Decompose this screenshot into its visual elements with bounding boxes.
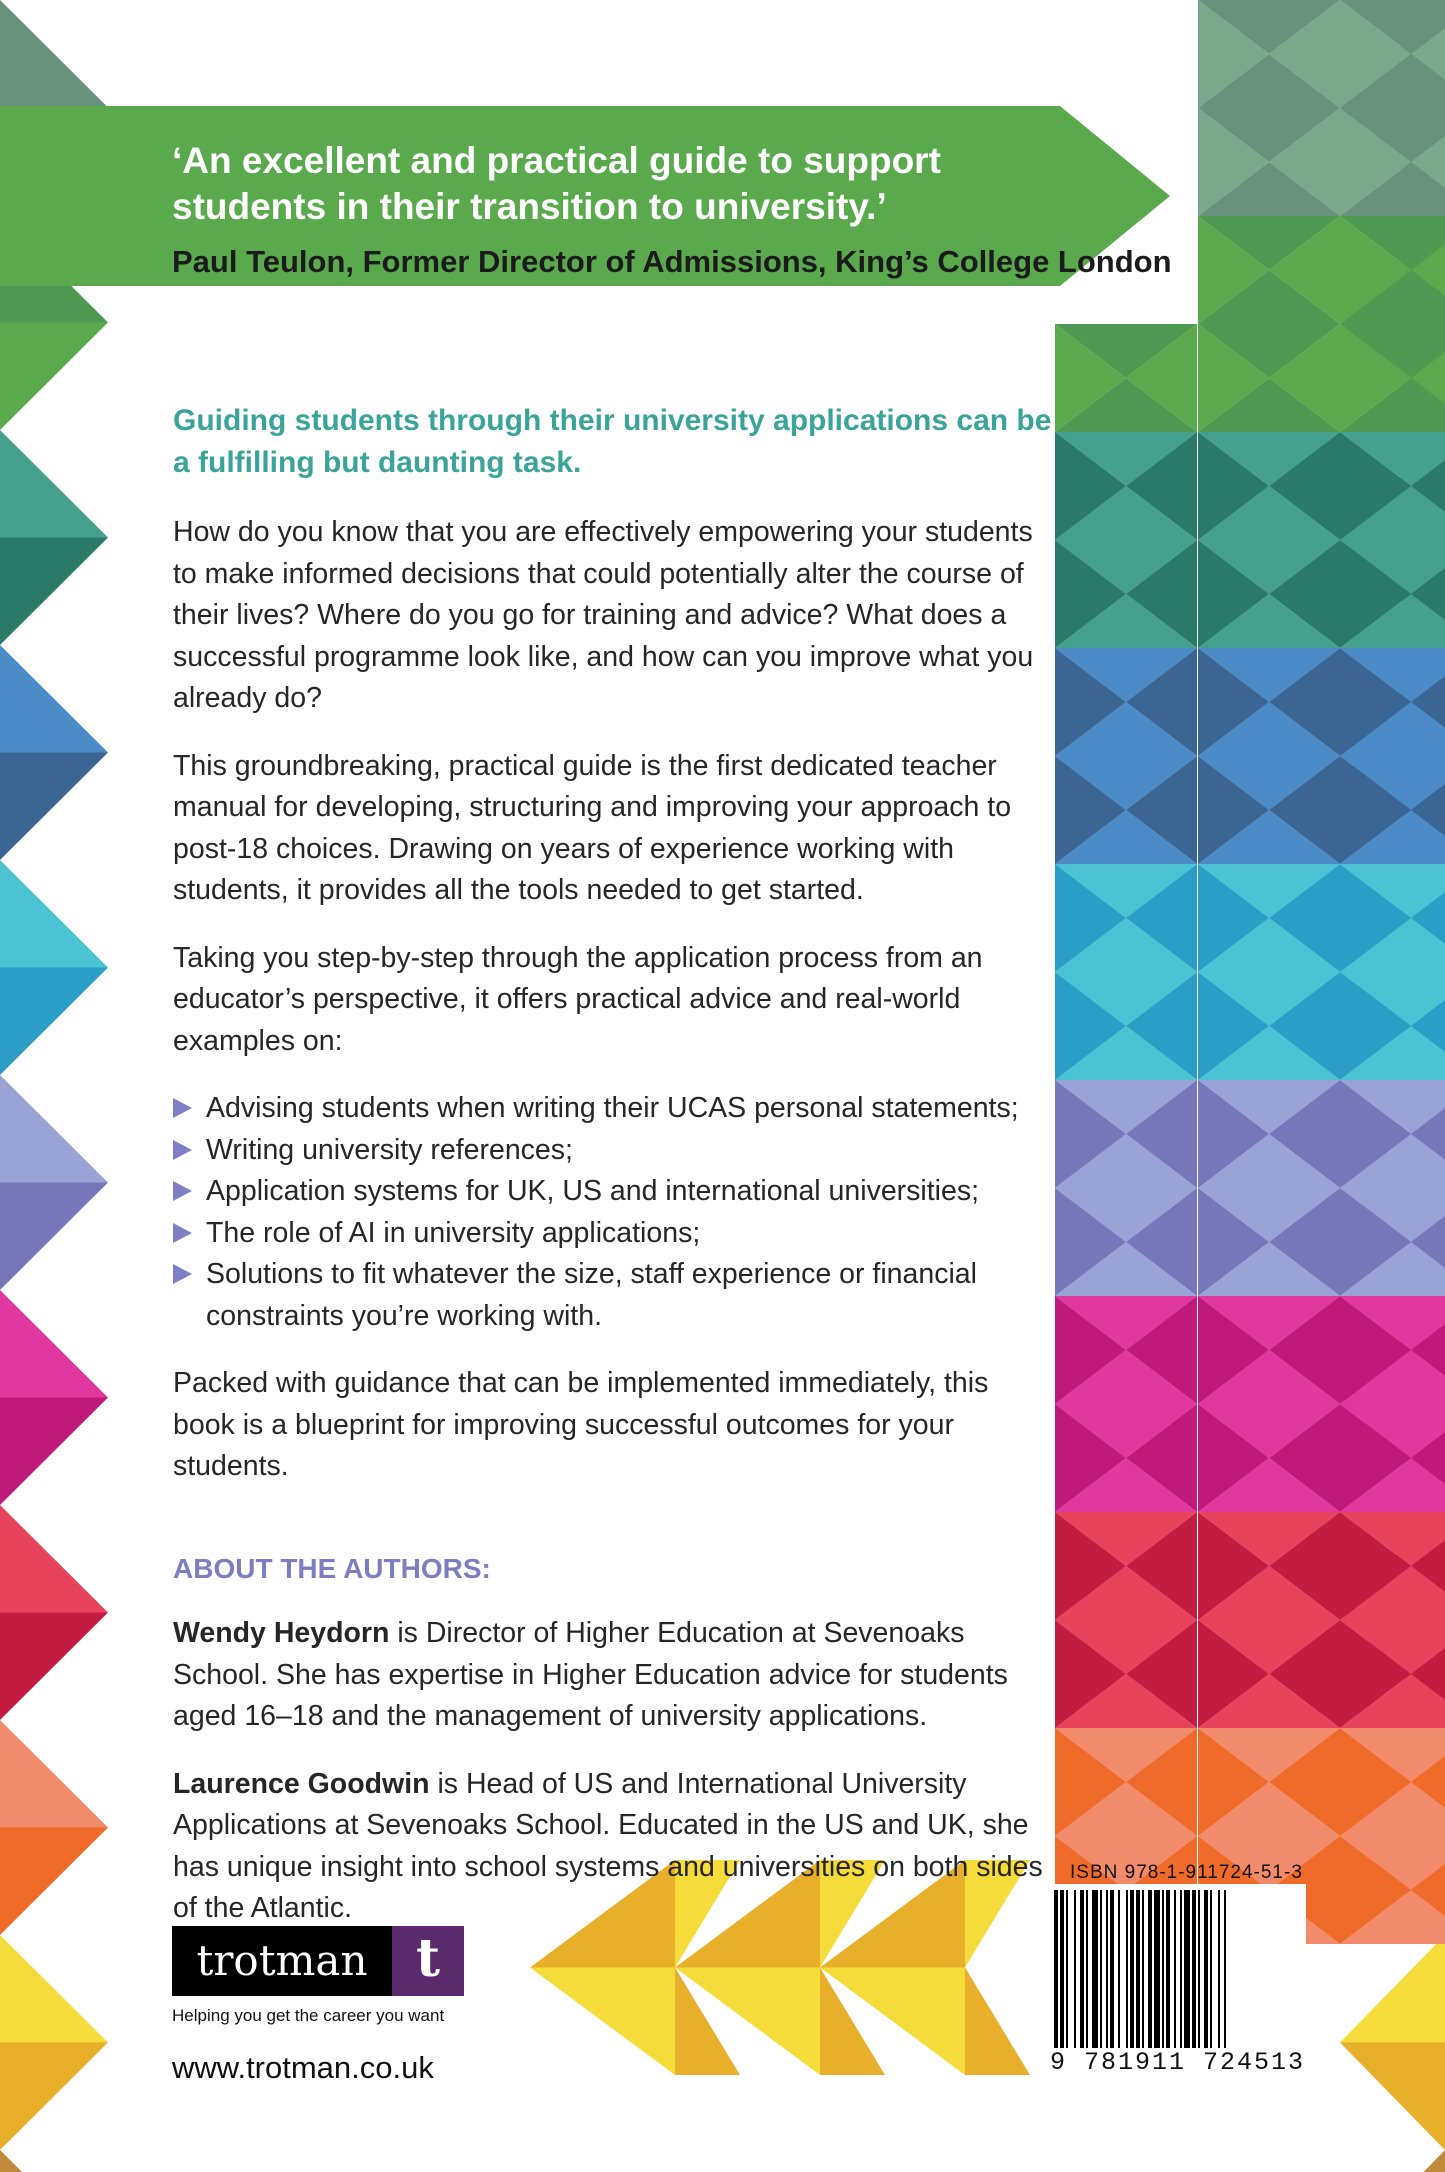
barcode-bar [1110, 1890, 1114, 2048]
pattern-triangle [0, 323, 108, 431]
pattern-triangle [0, 430, 108, 538]
pattern-triangle [965, 1968, 1030, 2076]
barcode-bar [1166, 1890, 1170, 2048]
triangle-bullet-icon [173, 1098, 192, 1118]
logo-wordmark: trotman [172, 1926, 392, 1996]
paragraph: Taking you step-by-step through the application process from an educator’s perspective, it offers practical advice and real-world examples on: [173, 941, 983, 1057]
lead-text: Guiding students through their university applications can be a fulfilling but daunting task. [173, 404, 1052, 479]
barcode-bar [1066, 1890, 1068, 2048]
barcode-bar [1060, 1890, 1064, 2048]
barcode-bar [1198, 1890, 1200, 2048]
barcode-bar [1054, 1890, 1058, 2048]
trotman-logo [172, 1926, 464, 1996]
endorsement-attribution: Paul Teulon, Former Director of Admissions, King’s College London [172, 244, 1172, 279]
barcode-bar [1218, 1890, 1220, 2048]
triangle-bullet-icon [173, 1181, 192, 1201]
paragraph: How do you know that you are effectively empowering your students to make informed decisions that could potentially alter the course of their lives? Where do you go for training and advice? What does a successful programme look like, and how can you improve what you already do? [173, 516, 1034, 714]
author-description: is Director of Higher Education at Sevenoaks School. She has expertise in Higher Education advice for students aged 16–18 and the management of university applications. [173, 1617, 1008, 1732]
isbn-label: ISBN 978-1-911724-51-3 [1070, 1862, 1303, 1883]
barcode-bar [1148, 1890, 1152, 2048]
author-name: Laurence Goodwin [173, 1767, 430, 1800]
author-description: is Head of US and International University Applications at Sevenoaks School. Educated in the US and UK, she has unique insight into school systems and universities on both sides of the Atlantic. [173, 1767, 1043, 1924]
list-item: Solutions to fit whatever the size, staff experience or financial constraints you’re working with. [173, 1254, 1053, 1337]
pattern-triangle [1340, 1935, 1445, 2043]
pattern-triangle [0, 1075, 108, 1183]
pattern-triangle [0, 1828, 108, 1936]
pattern-triangle [0, 860, 108, 968]
author-name: Wendy Heydorn [173, 1617, 390, 1649]
pattern-triangle [0, 968, 108, 1076]
pattern-triangle [0, 2150, 108, 2172]
barcode-bar [1136, 1890, 1140, 2048]
barcode-bar [1224, 1890, 1226, 2048]
barcode-bar [1080, 1890, 1084, 2048]
barcode-bar [1074, 1890, 1076, 2048]
pattern-triangle [0, 1613, 108, 1721]
pattern-triangle [530, 1968, 675, 2076]
barcode-bar [1118, 1890, 1120, 2048]
barcode-bar [1092, 1890, 1098, 2048]
list-item: Writing university references; [173, 1130, 1053, 1172]
endorsement-quote: ‘An excellent and practical guide to support students in their transition to university.’ [172, 140, 941, 227]
barcode-bar [1154, 1890, 1160, 2048]
pattern-triangle [0, 1935, 108, 2043]
barcode-bar [1086, 1890, 1088, 2048]
topic-list [173, 1088, 1053, 1337]
author-bio [173, 1613, 1053, 1738]
publisher-website: www.trotman.co.uk [172, 2050, 434, 2085]
publisher-tagline: Helping you get the career you want [172, 2006, 445, 2025]
barcode-bar [1126, 1890, 1128, 2048]
barcode-bar [1142, 1890, 1144, 2048]
pattern-triangle [0, 1290, 108, 1398]
barcode-bar [1100, 1890, 1102, 2048]
pattern-triangle [0, 2043, 108, 2151]
barcode-bar [1184, 1890, 1190, 2048]
paragraph: This groundbreaking, practical guide is the first dedicated teacher manual for developing, structuring and improving your approach to post-18 choices. Drawing on years of experience working with students, it provides all the tools needed to get started. [173, 749, 1012, 906]
barcode-number: 9 781911 724513 [1050, 2048, 1306, 2077]
barcode-bar [1106, 1890, 1108, 2048]
barcode-bar [1210, 1890, 1212, 2048]
list-item: Advising students when writing their UCAS personal statements; [173, 1088, 1053, 1130]
pattern-triangle [0, 1720, 108, 1828]
about-authors-heading: ABOUT THE AUTHORS: [173, 1552, 491, 1584]
triangle-bullet-icon [173, 1140, 192, 1160]
list-item: The role of AI in university applications; [173, 1213, 1053, 1255]
triangle-bullet-icon [173, 1264, 192, 1284]
barcode-bar [1192, 1890, 1196, 2048]
pattern-triangle [0, 1183, 108, 1291]
pattern-triangle [1340, 2150, 1445, 2172]
barcode-bar [1162, 1890, 1164, 2048]
barcode-bar [1130, 1890, 1134, 2048]
barcode-bar [1204, 1890, 1208, 2048]
list-item: Application systems for UK, US and international universities; [173, 1171, 1053, 1213]
closing-paragraph: Packed with guidance that can be implemented immediately, this book is a blueprint for improving successful outcomes for your students. [173, 1367, 989, 1482]
barcode-bar [1174, 1890, 1176, 2048]
logo-monogram: t [392, 1926, 464, 1996]
pattern-triangle [0, 538, 108, 646]
pattern-triangle [0, 1505, 108, 1613]
author-bio [173, 1764, 1053, 1930]
barcode [1052, 1890, 1292, 2048]
triangle-bullet-icon [173, 1223, 192, 1243]
blurb [173, 400, 1053, 1956]
pattern-triangle [0, 753, 108, 861]
pattern-triangle [1340, 2043, 1445, 2151]
pattern-triangle [0, 645, 108, 753]
pattern-triangle [0, 0, 108, 108]
barcode-bar [1180, 1890, 1182, 2048]
pattern-triangle [0, 1398, 108, 1506]
